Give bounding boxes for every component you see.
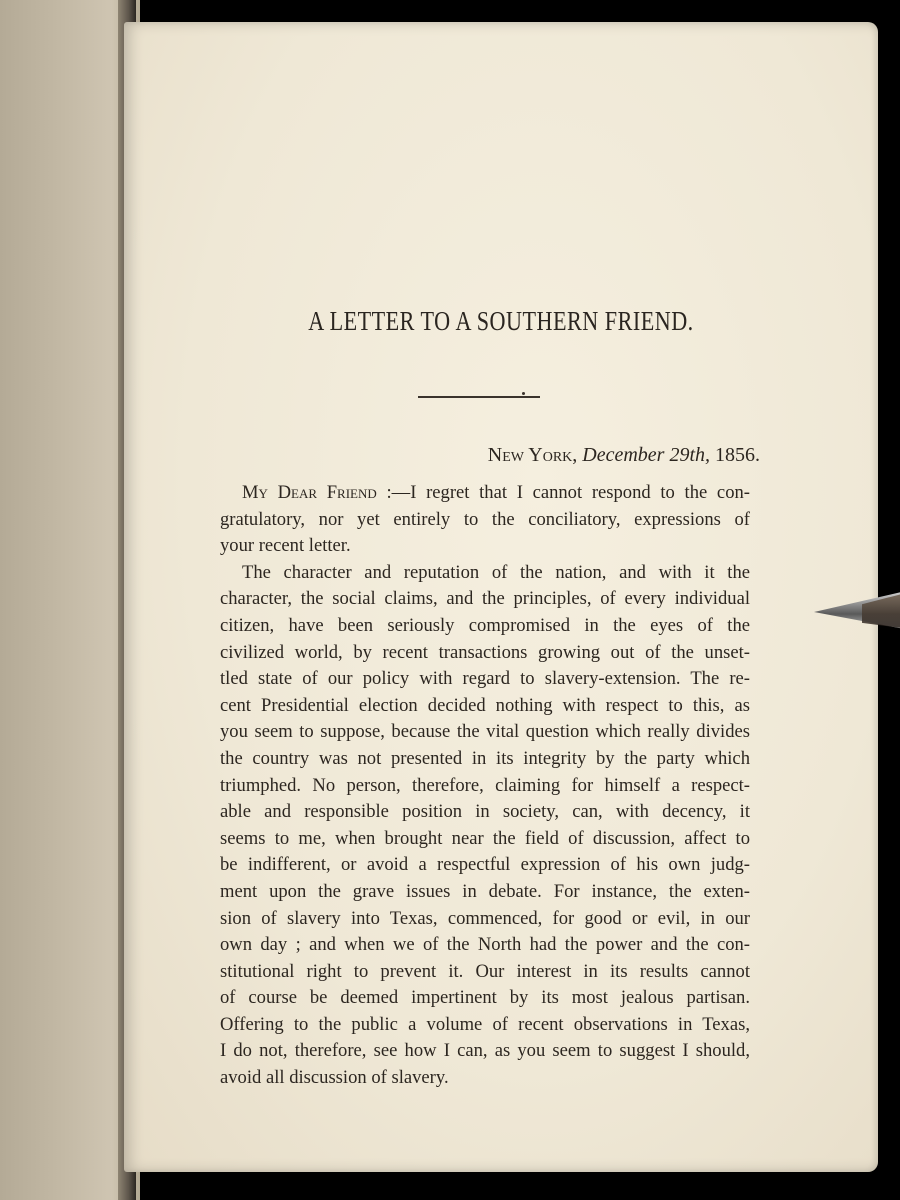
dateline-place: New York, bbox=[487, 444, 578, 466]
text-line: The character and reputation of the nation, and with it the bbox=[242, 561, 750, 583]
text-line: I do not, therefore, see how I can, as you seem to suggest I should, bbox=[220, 1040, 750, 1062]
text-line: able and responsible position in society, can, with decency, it bbox=[220, 801, 750, 823]
text-line: be indifferent, or avoid a respectful expression of his own judg- bbox=[220, 854, 750, 876]
text-line: you seem to suppose, because the vital question which really divides bbox=[220, 721, 750, 743]
salutation: My Dear Friend bbox=[242, 482, 377, 503]
text-line: ment upon the grave issues in debate. For instance, the exten- bbox=[220, 880, 750, 902]
text-line: Offering to the public a volume of recent observations in Texas, bbox=[220, 1013, 750, 1035]
text-line: triumphed. No person, therefore, claiming for himself a respect- bbox=[220, 774, 750, 796]
text-line: own day ; and when we of the North had the power and the con- bbox=[220, 934, 750, 956]
text-line: seems to me, when brought near the field of discussion, affect to bbox=[220, 827, 750, 849]
dateline bbox=[488, 444, 760, 467]
paragraph-2 bbox=[220, 560, 750, 1092]
text-line: the country was not presented in its integrity by the party which bbox=[220, 747, 750, 769]
text-line: avoid all discussion of slavery. bbox=[220, 1067, 449, 1089]
title-rule bbox=[418, 396, 540, 398]
title-rule-ornament bbox=[522, 392, 525, 395]
text-line: gratulatory, nor yet entirely to the conciliatory, expressions of bbox=[220, 508, 750, 530]
text-line: your recent letter. bbox=[220, 535, 351, 557]
text-line: tled state of our policy with regard to slavery-extension. The re- bbox=[220, 668, 750, 690]
letter-body bbox=[220, 480, 750, 1092]
letter-title: A LETTER TO A SOUTHERN FRIEND. bbox=[308, 306, 694, 336]
text-line: citizen, have been seriously compromised in the eyes of the bbox=[220, 614, 750, 636]
text-line: sion of slavery into Texas, commenced, for good or evil, in our bbox=[220, 907, 750, 929]
text-line: civilized world, by recent transactions growing out of the unset- bbox=[220, 641, 750, 663]
text-line: stitutional right to prevent it. Our interest in its results cannot bbox=[220, 960, 750, 982]
text-line: of course be deemed impertinent by its most jealous partisan. bbox=[220, 987, 750, 1009]
text-line: cent Presidential election decided nothing with respect to this, as bbox=[220, 694, 750, 716]
text-line: character, the social claims, and the principles, of every individual bbox=[220, 588, 750, 610]
book-page bbox=[124, 22, 878, 1172]
dateline-date: December 29th, bbox=[582, 444, 710, 466]
paragraph-1 bbox=[220, 480, 750, 560]
text-line: My Dear Friend :—I regret that I cannot respond to the con- bbox=[242, 482, 750, 503]
dateline-year: 1856. bbox=[715, 444, 760, 466]
